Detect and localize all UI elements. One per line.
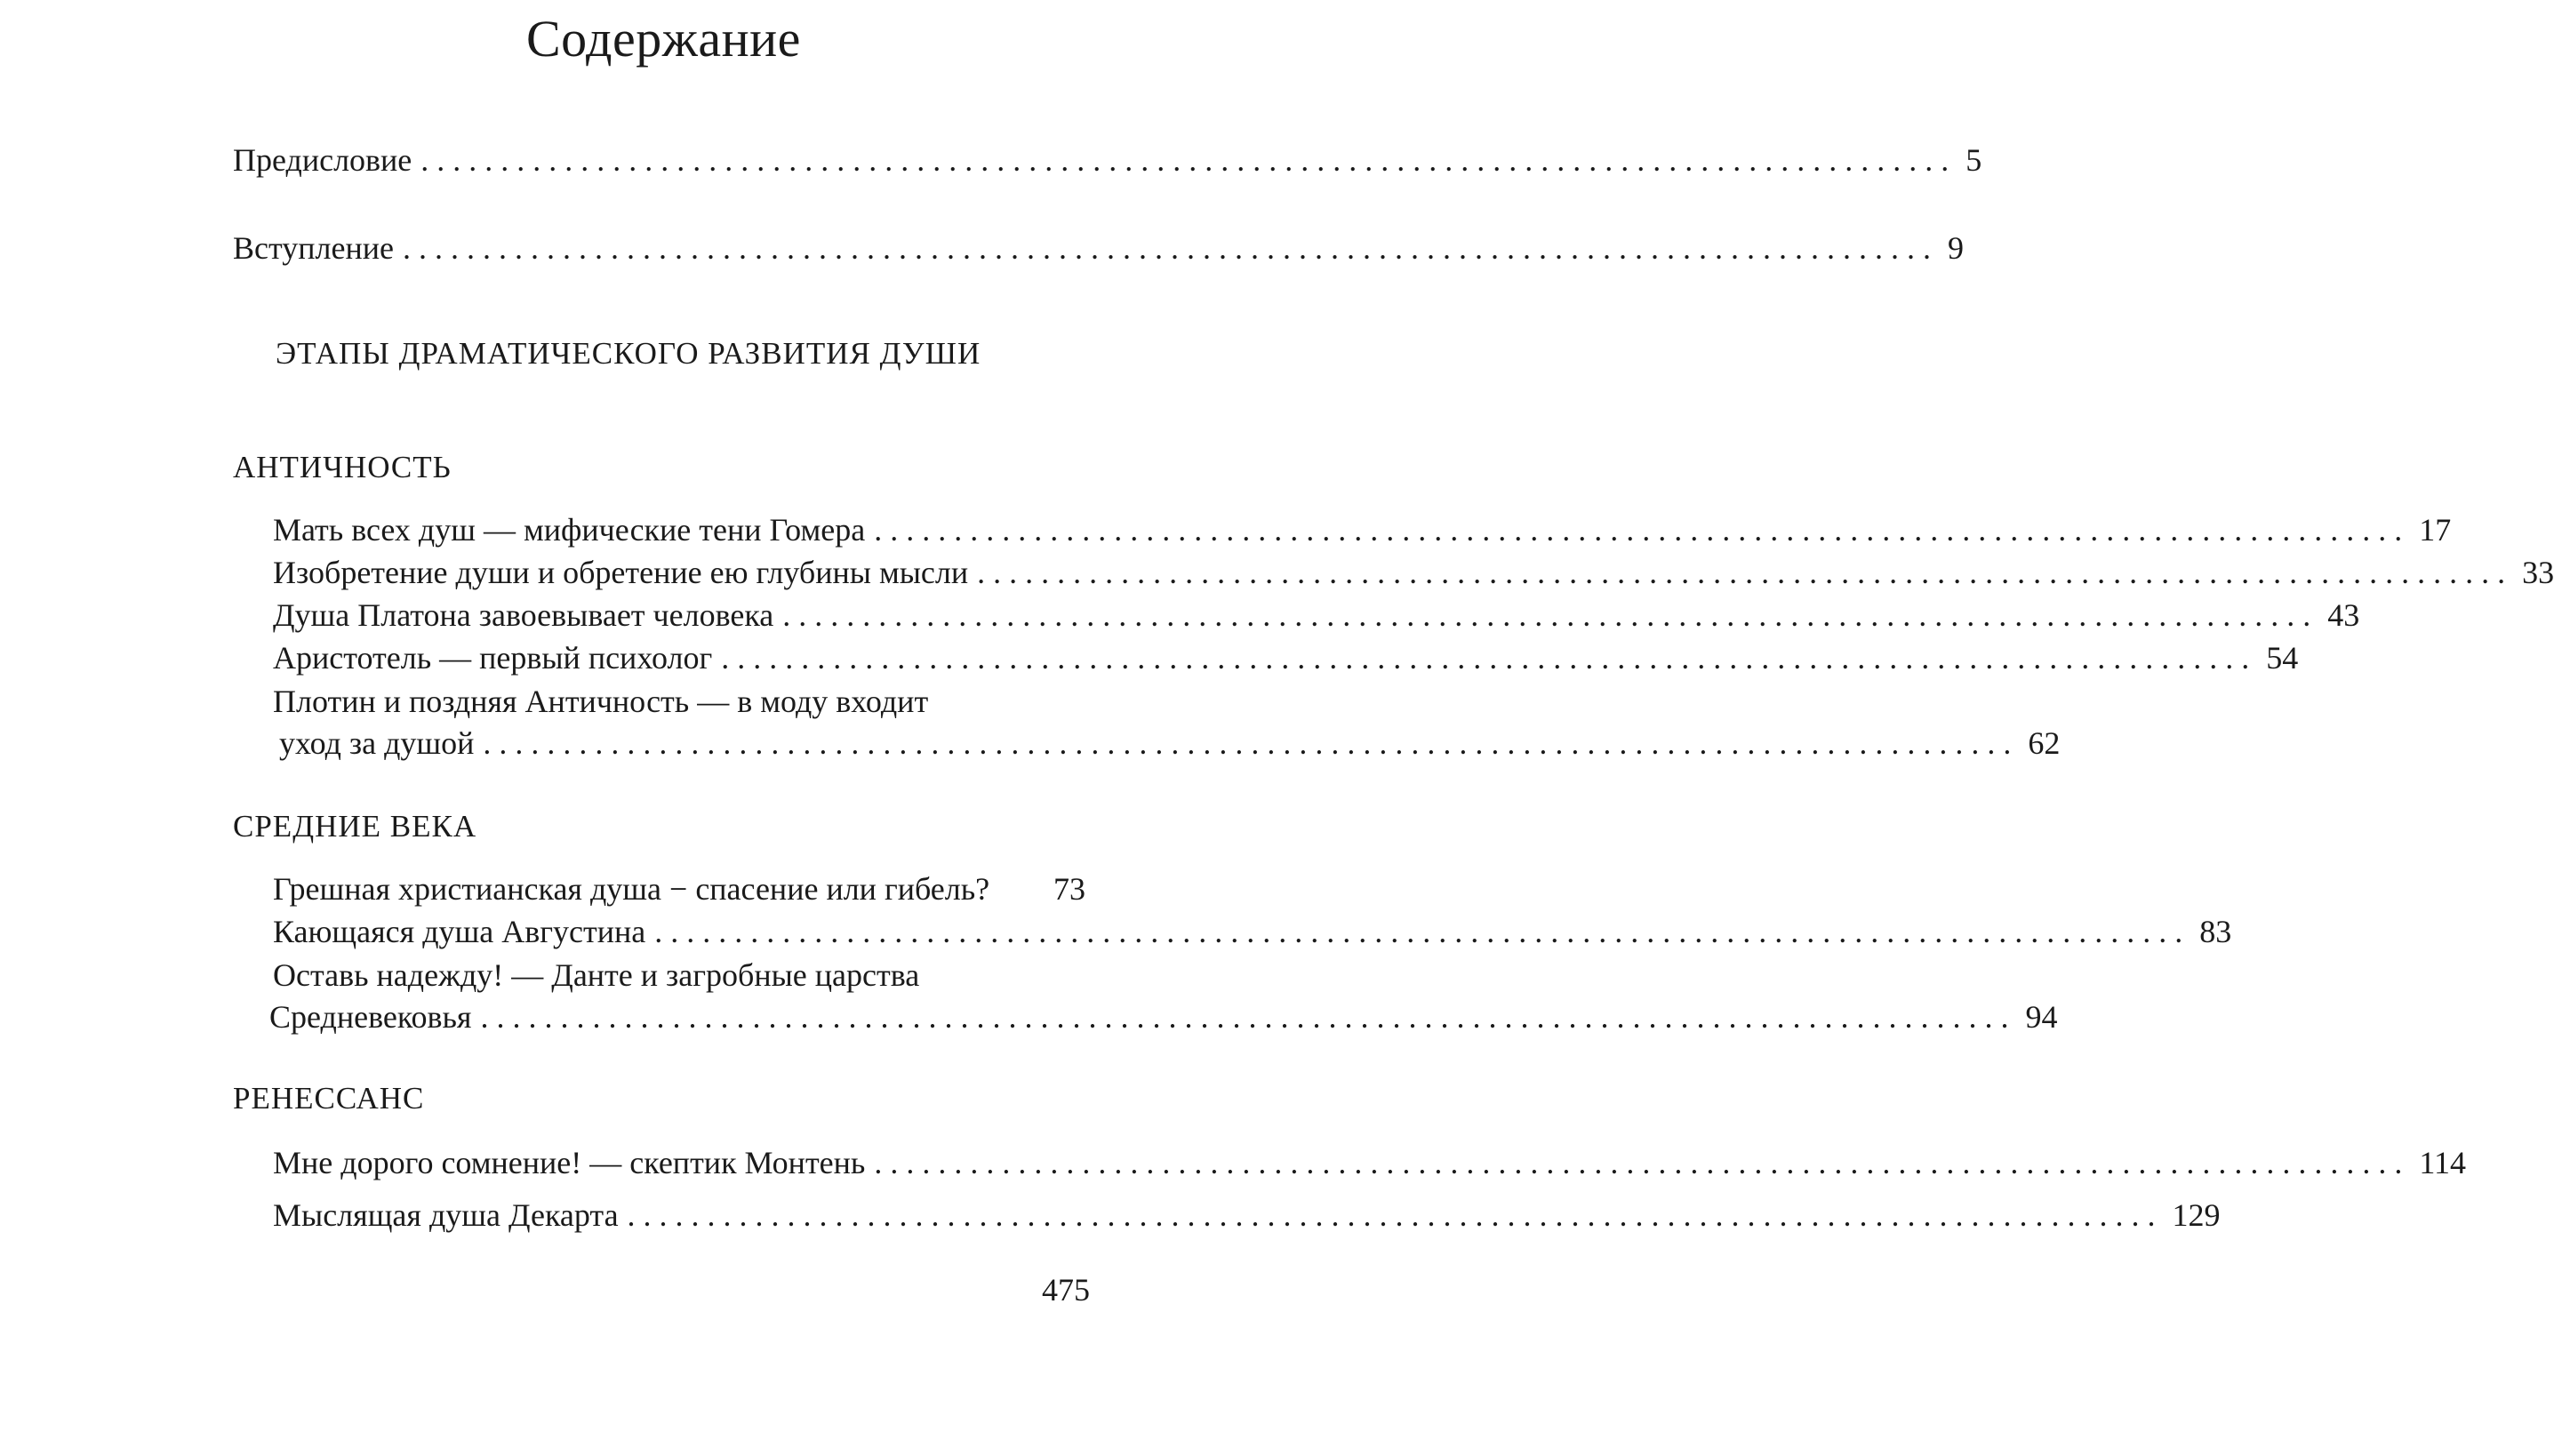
toc-entry-label: Грешная христианская душа − спасение или гибель?	[273, 871, 990, 907]
toc-entry-page: 62	[2028, 725, 2061, 761]
toc-entry-label: Изобретение души и обретение ею глубины мысли	[273, 555, 969, 590]
dot-leader: ................................................................................................	[874, 1145, 2411, 1180]
dot-leader: ................................................................................................	[977, 555, 2514, 590]
toc-entry[interactable]	[273, 1197, 2221, 1233]
toc-entry-label: Кающаяся душа Августина	[273, 914, 646, 949]
toc-entry-label: Душа Платона завоевывает человека	[273, 597, 774, 633]
toc-entry[interactable]	[273, 512, 2452, 548]
toc-entry-introduction[interactable]	[233, 230, 1964, 266]
toc-entry-page: 129	[2172, 1197, 2221, 1233]
dot-leader: ................................................................................................	[721, 640, 2258, 676]
toc-entry-label-line1: Плотин и поздняя Античность — в моду входит	[273, 684, 929, 719]
dot-leader: ................................................................................................	[480, 999, 2017, 1035]
toc-entry-label: Мне дорого сомнение! — скептик Монтень	[273, 1145, 866, 1180]
section-title-renaissance: РЕНЕССАНС	[233, 1081, 425, 1116]
page-number: 475	[1042, 1272, 1090, 1308]
toc-entry-page: 33	[2522, 555, 2554, 590]
dot-leader: ................................................................................................	[627, 1197, 2164, 1233]
dot-leader: ................................................................................................	[782, 597, 2319, 633]
toc-entry-label: Средневековья	[269, 999, 472, 1035]
toc-entry-label: уход за душой	[279, 725, 475, 761]
toc-entry-label: Мыслящая душа Декарта	[273, 1197, 619, 1233]
part-title: ЭТАПЫ ДРАМАТИЧЕСКОГО РАЗВИТИЯ ДУШИ	[276, 336, 981, 371]
dot-leader: ................................................................................................	[420, 142, 1958, 178]
toc-entry[interactable]	[269, 999, 2058, 1035]
toc-entry-label-line1: Оставь надежду! — Данте и загробные царства	[273, 957, 920, 993]
toc-entry-page: 17	[2419, 512, 2452, 548]
dot-leader: ................................................................................................	[483, 725, 2020, 761]
toc-entry-label: Предисловие	[233, 142, 412, 178]
toc-entry-label: Вступление	[233, 230, 394, 266]
toc-entry-label: Мать всех душ — мифические тени Гомера	[273, 512, 866, 548]
toc-entry-page: 9	[1947, 230, 1964, 266]
toc-entry[interactable]	[273, 555, 2554, 590]
toc-entry-page: 5	[1966, 142, 1982, 178]
section-title-antiquity: АНТИЧНОСТЬ	[233, 450, 452, 484]
dot-leader: ................................................................................................	[874, 512, 2411, 548]
toc-entry[interactable]	[273, 914, 2232, 949]
toc-entry-label: Аристотель — первый психолог	[273, 640, 713, 676]
page-title: Содержание	[526, 10, 801, 68]
toc-entry-page: 83	[2199, 914, 2232, 949]
section-title-middle-ages: СРЕДНИЕ ВЕКА	[233, 809, 477, 844]
toc-entry-page: 43	[2327, 597, 2360, 633]
toc-entry[interactable]	[279, 725, 2061, 761]
toc-entry[interactable]	[273, 597, 2360, 633]
toc-entry-page: 54	[2266, 640, 2299, 676]
toc-entry[interactable]	[273, 1145, 2467, 1180]
toc-entry-page: 73	[1053, 871, 1085, 907]
toc-entry-page: 94	[2025, 999, 2058, 1035]
toc-entry[interactable]	[273, 640, 2299, 676]
toc-entry[interactable]	[273, 873, 1085, 905]
toc-entry-page: 114	[2419, 1145, 2467, 1180]
dot-leader: ................................................................................................	[654, 914, 2191, 949]
dot-leader: ................................................................................................	[402, 230, 1939, 266]
toc-entry-preface[interactable]	[233, 142, 1982, 178]
